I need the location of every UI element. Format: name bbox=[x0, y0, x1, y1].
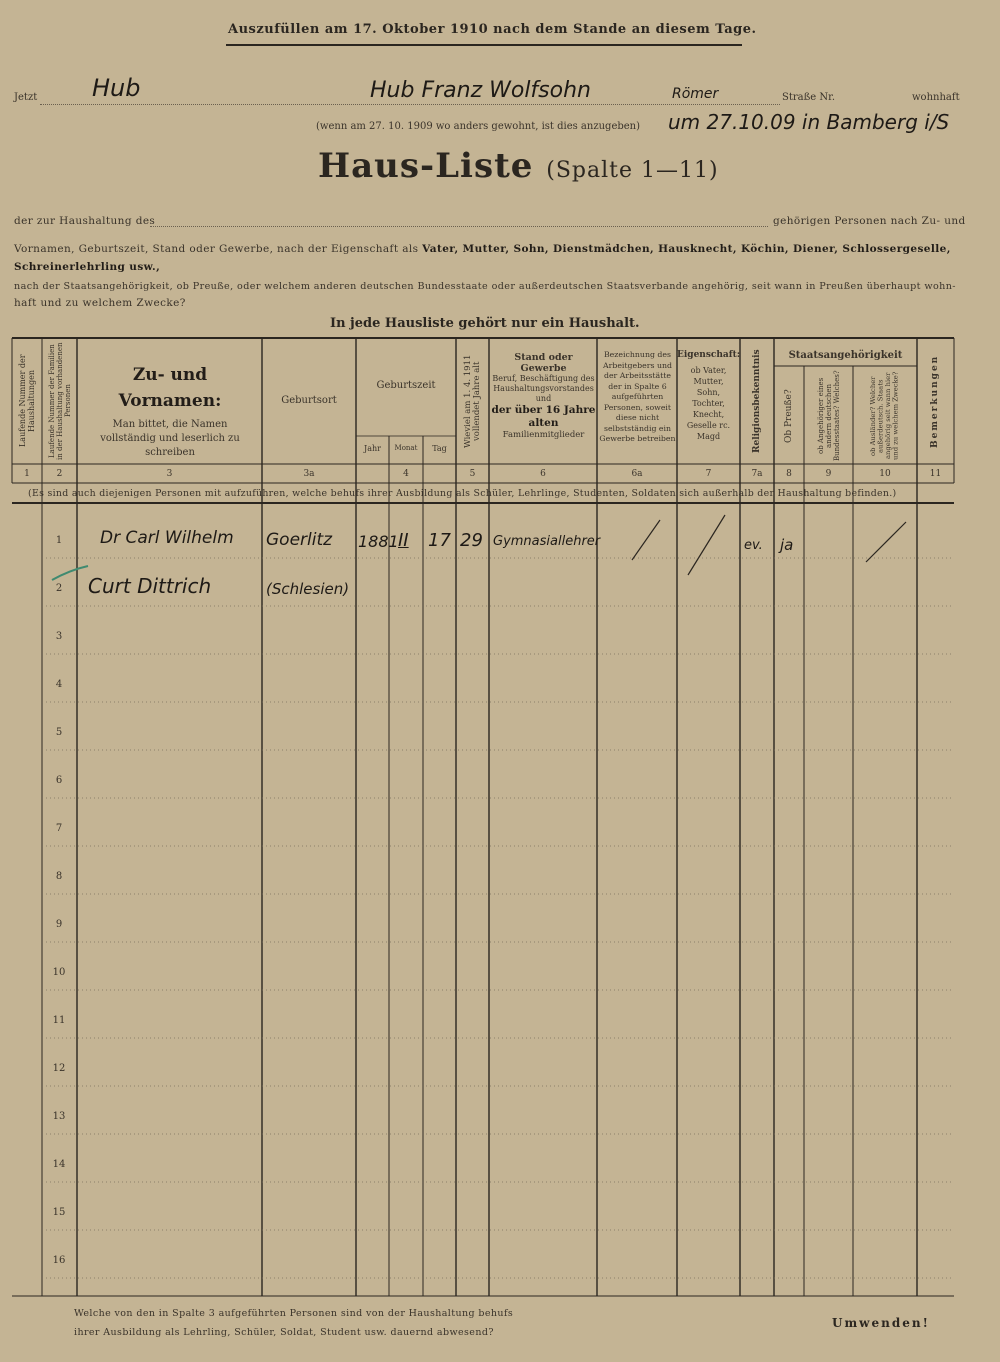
col-4-monat: Monat bbox=[394, 444, 418, 452]
section-title: In jede Hausliste gehört nur ein Haushalt. bbox=[330, 316, 640, 331]
col-7-note: ob Vater, Mutter, Sohn, Tochter, Knecht, Geselle rc. Magd bbox=[686, 366, 731, 441]
colnum-11: 11 bbox=[929, 469, 942, 479]
row-number: 1 bbox=[55, 535, 63, 546]
colnum-8: 8 bbox=[786, 469, 792, 479]
col-6-header bbox=[490, 352, 597, 441]
col-2-text: Laufende Nummer der Familien in der Haushaltung vorhandenen Personen bbox=[47, 342, 72, 460]
colnum-10: 10 bbox=[879, 469, 891, 479]
col-2-header bbox=[42, 342, 77, 460]
entry-row2-place: (Schlesien) bbox=[266, 580, 350, 598]
row-number: 2 bbox=[55, 583, 63, 594]
col-4-jahr: Jahr bbox=[364, 444, 381, 453]
label-jetzt: Jetzt bbox=[14, 92, 38, 103]
entry-row1-day: 17 bbox=[428, 530, 451, 551]
col-9-header bbox=[804, 370, 853, 462]
label-strasse: Straße Nr. bbox=[782, 92, 835, 103]
col-3a-header: Geburtsort bbox=[281, 395, 337, 406]
note-row: (Es sind auch diejenigen Personen mit aufzuführen, welche behufs ihrer Ausbildung als Schüler, Lehrlinge, Studenten, Soldaten sich außerhalb der Haushaltung befinden.) bbox=[28, 488, 897, 499]
row-number: 4 bbox=[55, 679, 63, 690]
col-3-header bbox=[78, 362, 262, 460]
col-5-header bbox=[456, 342, 489, 460]
colnum-9: 9 bbox=[825, 469, 832, 479]
colnum-3: 3 bbox=[166, 469, 173, 479]
row-number: 5 bbox=[55, 727, 63, 738]
row-number: 14 bbox=[52, 1159, 66, 1170]
colnum-7a: 7a bbox=[751, 469, 763, 479]
col-6-end: Familienmitglieder bbox=[502, 430, 585, 440]
col-9-text: ob Angehöriger eines andern deutschen Bundesstaates? Welches? bbox=[816, 370, 841, 462]
colnum-5: 5 bbox=[469, 469, 476, 479]
col-5-text: Wieviel am 1. 4. 1911 vollendet Jahre alt bbox=[462, 354, 482, 448]
col-10-header bbox=[853, 370, 917, 462]
col-8-header bbox=[774, 370, 804, 462]
col-10-text: ob Ausländer? Welcher außerdeutsch. Staats angehörig seit wann hier und zu welchem Zwecke? bbox=[869, 371, 900, 461]
colnum-2: 2 bbox=[56, 469, 63, 479]
entry-row1-year: 1881 bbox=[358, 532, 399, 551]
handwritten-prior-residence: um 27.10.09 in Bamberg i/S bbox=[668, 110, 950, 134]
footer-line1: Welche von den in Spalte 3 aufgeführten Personen sind von der Haushaltung behufs bbox=[74, 1308, 514, 1319]
entry-row1-prussian: ja bbox=[780, 536, 794, 554]
row-number: 10 bbox=[52, 967, 66, 978]
row-number: 12 bbox=[52, 1063, 66, 1074]
row-number: 11 bbox=[52, 1015, 66, 1026]
title-sub: (Spalte 1—11) bbox=[546, 158, 719, 183]
colnum-6a: 6a bbox=[631, 469, 643, 479]
intro-line1-start: der zur Haushaltung des bbox=[14, 215, 156, 227]
handwritten-place: Hub bbox=[92, 74, 141, 102]
entry-row1-age: 29 bbox=[460, 530, 483, 551]
col-3-note: Man bittet, die Namen vollständig und leserlich zu schreiben bbox=[100, 419, 240, 458]
form-instruction: Auszufüllen am 17. Oktober 1910 nach dem Stande an diesem Tage. bbox=[228, 22, 757, 37]
col-6a-header: Bezeichnung des Arbeitgebers und der Arbeitsstätte der in Spalte 6 aufgeführten Personen, soweit diese nicht selbstständig ein Gewerbe betreiben bbox=[599, 350, 676, 443]
col-6-title: Stand oder Gewerbe bbox=[514, 352, 573, 374]
staat-header: Staatsangehörigkeit bbox=[788, 350, 903, 361]
handwritten-extra: Römer bbox=[672, 86, 719, 102]
col-11-header bbox=[917, 342, 954, 460]
entry-row1-place: Goerlitz bbox=[266, 530, 333, 550]
colnum-1: 1 bbox=[24, 469, 30, 479]
col-7-header bbox=[677, 350, 740, 442]
prior-residence-note: (wenn am 27. 10. 1909 wo anders gewohnt, ist dies anzugeben) bbox=[316, 121, 641, 132]
row-number: 8 bbox=[55, 871, 63, 882]
row-number: 16 bbox=[52, 1255, 66, 1266]
col-4-header: Geburtszeit bbox=[376, 380, 436, 391]
col-3-title: Zu- und Vornamen: bbox=[118, 365, 222, 411]
col-7a-text: Religionsbekenntnis bbox=[751, 349, 762, 453]
entry-row1-month: II bbox=[398, 530, 409, 551]
colnum-3a: 3a bbox=[303, 469, 315, 479]
row-number: 15 bbox=[52, 1207, 66, 1218]
entry-row1-occupation: Gymnasiallehrer bbox=[493, 534, 601, 549]
colnum-4: 4 bbox=[403, 469, 409, 479]
handwritten-name: Hub Franz Wolfsohn bbox=[370, 78, 591, 103]
colnum-7: 7 bbox=[705, 469, 712, 479]
colnum-6: 6 bbox=[540, 469, 546, 479]
col-11-text: Bemerkungen bbox=[930, 354, 940, 448]
row-number: 3 bbox=[55, 631, 63, 642]
entry-row1-religion: ev. bbox=[744, 538, 763, 553]
col-7a-header bbox=[740, 342, 774, 460]
col-6-bold: der über 16 Jahre alten bbox=[491, 404, 596, 429]
intro-line2-bold: Vater, Mutter, Sohn, Dienstmädchen, Hausknecht, Köchin, Diener, Schlossergeselle, bbox=[422, 243, 951, 255]
col-1-header bbox=[12, 342, 42, 460]
intro-line5: haft und zu welchem Zwecke? bbox=[14, 297, 186, 309]
col-1-text: Laufende Nummer der Haushaltungen bbox=[18, 354, 36, 448]
turn-page-note: Umwenden! bbox=[832, 1316, 930, 1330]
row-number: 6 bbox=[55, 775, 63, 786]
col-4-tag: Tag bbox=[432, 444, 447, 453]
label-wohnhaft: wohnhaft bbox=[912, 92, 960, 103]
col-8-text: Ob Preuße? bbox=[783, 389, 794, 443]
intro-line1-end: gehörigen Personen nach Zu- und bbox=[773, 215, 966, 227]
row-number: 13 bbox=[52, 1111, 66, 1122]
row-number: 7 bbox=[55, 823, 63, 834]
entry-row1-name: Dr Carl Wilhelm bbox=[100, 528, 234, 548]
col-7-title: Eigenschaft: bbox=[677, 350, 741, 360]
intro-line4: nach der Staatsangehörigkeit, ob Preuße, oder welchem anderen deutschen Bundesstaate oder außerdeutschen Staatsverbande angehörig, seit wann in Preußen überhaupt wohn- bbox=[14, 281, 956, 292]
row-number: 9 bbox=[55, 919, 63, 930]
intro-line2-text: Vornamen, Geburtszeit, Stand oder Gewerbe, nach der Eigenschaft als bbox=[14, 243, 419, 255]
entry-row2-name: Curt Dittrich bbox=[88, 574, 212, 598]
col-6-note: Beruf, Beschäftigung des Haushaltungsvorstandes und bbox=[492, 374, 595, 403]
intro-line3: Schreinerlehrling usw., bbox=[14, 261, 161, 273]
footer-line2: ihrer Ausbildung als Lehrling, Schüler, Soldat, Student usw. dauernd abwesend? bbox=[74, 1327, 494, 1338]
title-main: Haus-Liste bbox=[318, 146, 534, 186]
